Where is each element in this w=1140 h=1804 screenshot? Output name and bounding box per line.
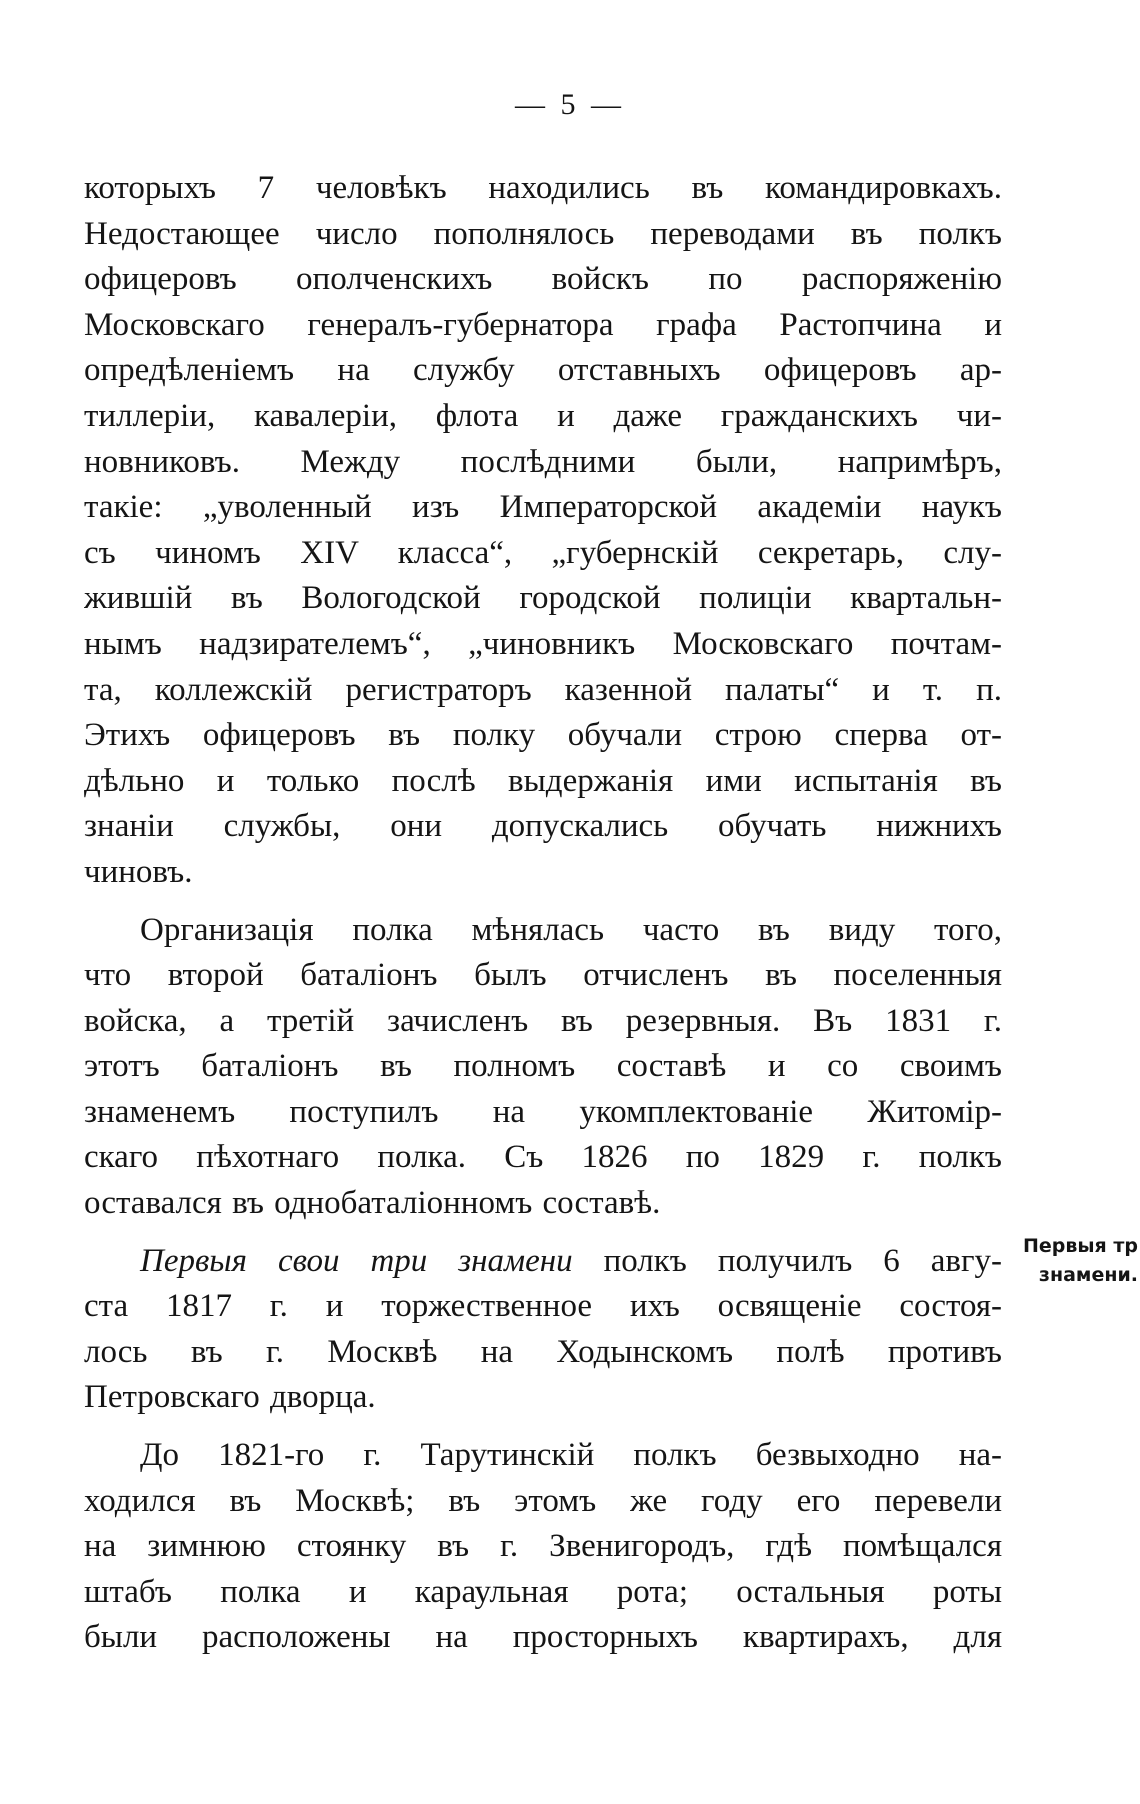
text-line: знаніи службы, они допускались обучать нижнихъ xyxy=(84,808,1002,845)
text-line: тиллеріи, кавалеріи, флота и даже гражданскихъ чи- xyxy=(84,397,1002,434)
text-line: офицеровъ ополченскихъ войскъ по распоряженію xyxy=(84,261,1002,298)
text-run: полкъ получилъ 6 авгу- xyxy=(572,1242,1002,1279)
body-text xyxy=(84,166,1002,1661)
text-line: на зимнюю стоянку въ г. Звенигородъ, гдѣ помѣщался xyxy=(84,1528,1002,1565)
page-number: — 5 — xyxy=(515,88,625,121)
text-line: лось въ г. Москвѣ на Ходынскомъ полѣ противъ xyxy=(84,1333,1002,1370)
text-line: новниковъ. Между послѣдними были, напримѣръ, xyxy=(84,443,1002,480)
text-line: Московскаго генералъ-губернатора графа Растопчина и xyxy=(84,306,1002,343)
paragraph-2 xyxy=(84,908,1002,1227)
text-line: чиновъ. xyxy=(84,853,193,890)
paragraph-4 xyxy=(84,1433,1002,1661)
text-line: Организація полка мѣнялась часто въ виду того, xyxy=(140,911,1002,948)
text-line xyxy=(84,1239,1002,1285)
paragraph-1 xyxy=(84,166,1002,896)
text-line: нымъ надзирателемъ“, „чиновникъ Московскаго почтам- xyxy=(84,625,1002,662)
text-line: войска, а третій зачисленъ въ резервныя. Въ 1831 г. xyxy=(84,1002,1002,1039)
margin-note-line: знамени. xyxy=(1038,1264,1138,1286)
text-line: дѣльно и только послѣ выдержанія ими испытанія въ xyxy=(84,762,1002,799)
text-line: знаменемъ поступилъ на укомплектованіе Житомір- xyxy=(84,1093,1002,1130)
text-line: штабъ полка и караульная рота; остальныя роты xyxy=(84,1573,1002,1610)
italic-lead-text: Первыя свои три знамени xyxy=(140,1242,573,1279)
text-line: оставался въ однобаталіонномъ составѣ. xyxy=(84,1185,661,1222)
paragraph-3 xyxy=(84,1239,1002,1421)
text-line: что второй баталіонъ былъ отчисленъ въ поселенныя xyxy=(84,957,1002,994)
text-line: Петровскаго дворца. xyxy=(84,1379,376,1416)
text-line: скаго пѣхотнаго полка. Съ 1826 по 1829 г. полкъ xyxy=(84,1139,1002,1176)
text-line: ходился въ Москвѣ; въ этомъ же году его перевели xyxy=(84,1482,1002,1519)
margin-note-line: Первыя тр xyxy=(1022,1235,1138,1257)
text-line: жившій въ Вологодской городской полиціи квартальн- xyxy=(84,580,1002,617)
text-line: Этихъ офицеровъ въ полку обучали строю сперва от- xyxy=(84,717,1002,754)
text-line: этотъ баталіонъ въ полномъ составѣ и со своимъ xyxy=(84,1048,1002,1085)
margin-note xyxy=(1016,1232,1138,1290)
text-line: та, коллежскій регистраторъ казенной палаты“ и т. п. xyxy=(84,671,1002,708)
text-line: которыхъ 7 человѣкъ находились въ командировкахъ. xyxy=(84,170,1002,206)
text-line: были расположены на просторныхъ квартирахъ, для xyxy=(84,1619,1002,1656)
text-line: Недостающее число пополнялось переводами въ полкъ xyxy=(84,215,1002,252)
text-line: такіе: „уволенный изъ Императорской академіи наукъ xyxy=(84,489,1002,526)
text-line: ста 1817 г. и торжественное ихъ освященіе состоя- xyxy=(84,1288,1002,1325)
text-line: опредѣленіемъ на службу отставныхъ офицеровъ ар- xyxy=(84,352,1002,389)
text-line: До 1821-го г. Тарутинскій полкъ безвыходно на- xyxy=(140,1437,1002,1474)
text-line: съ чиномъ XIV класса“, „губернскій секретарь, слу- xyxy=(84,534,1002,571)
